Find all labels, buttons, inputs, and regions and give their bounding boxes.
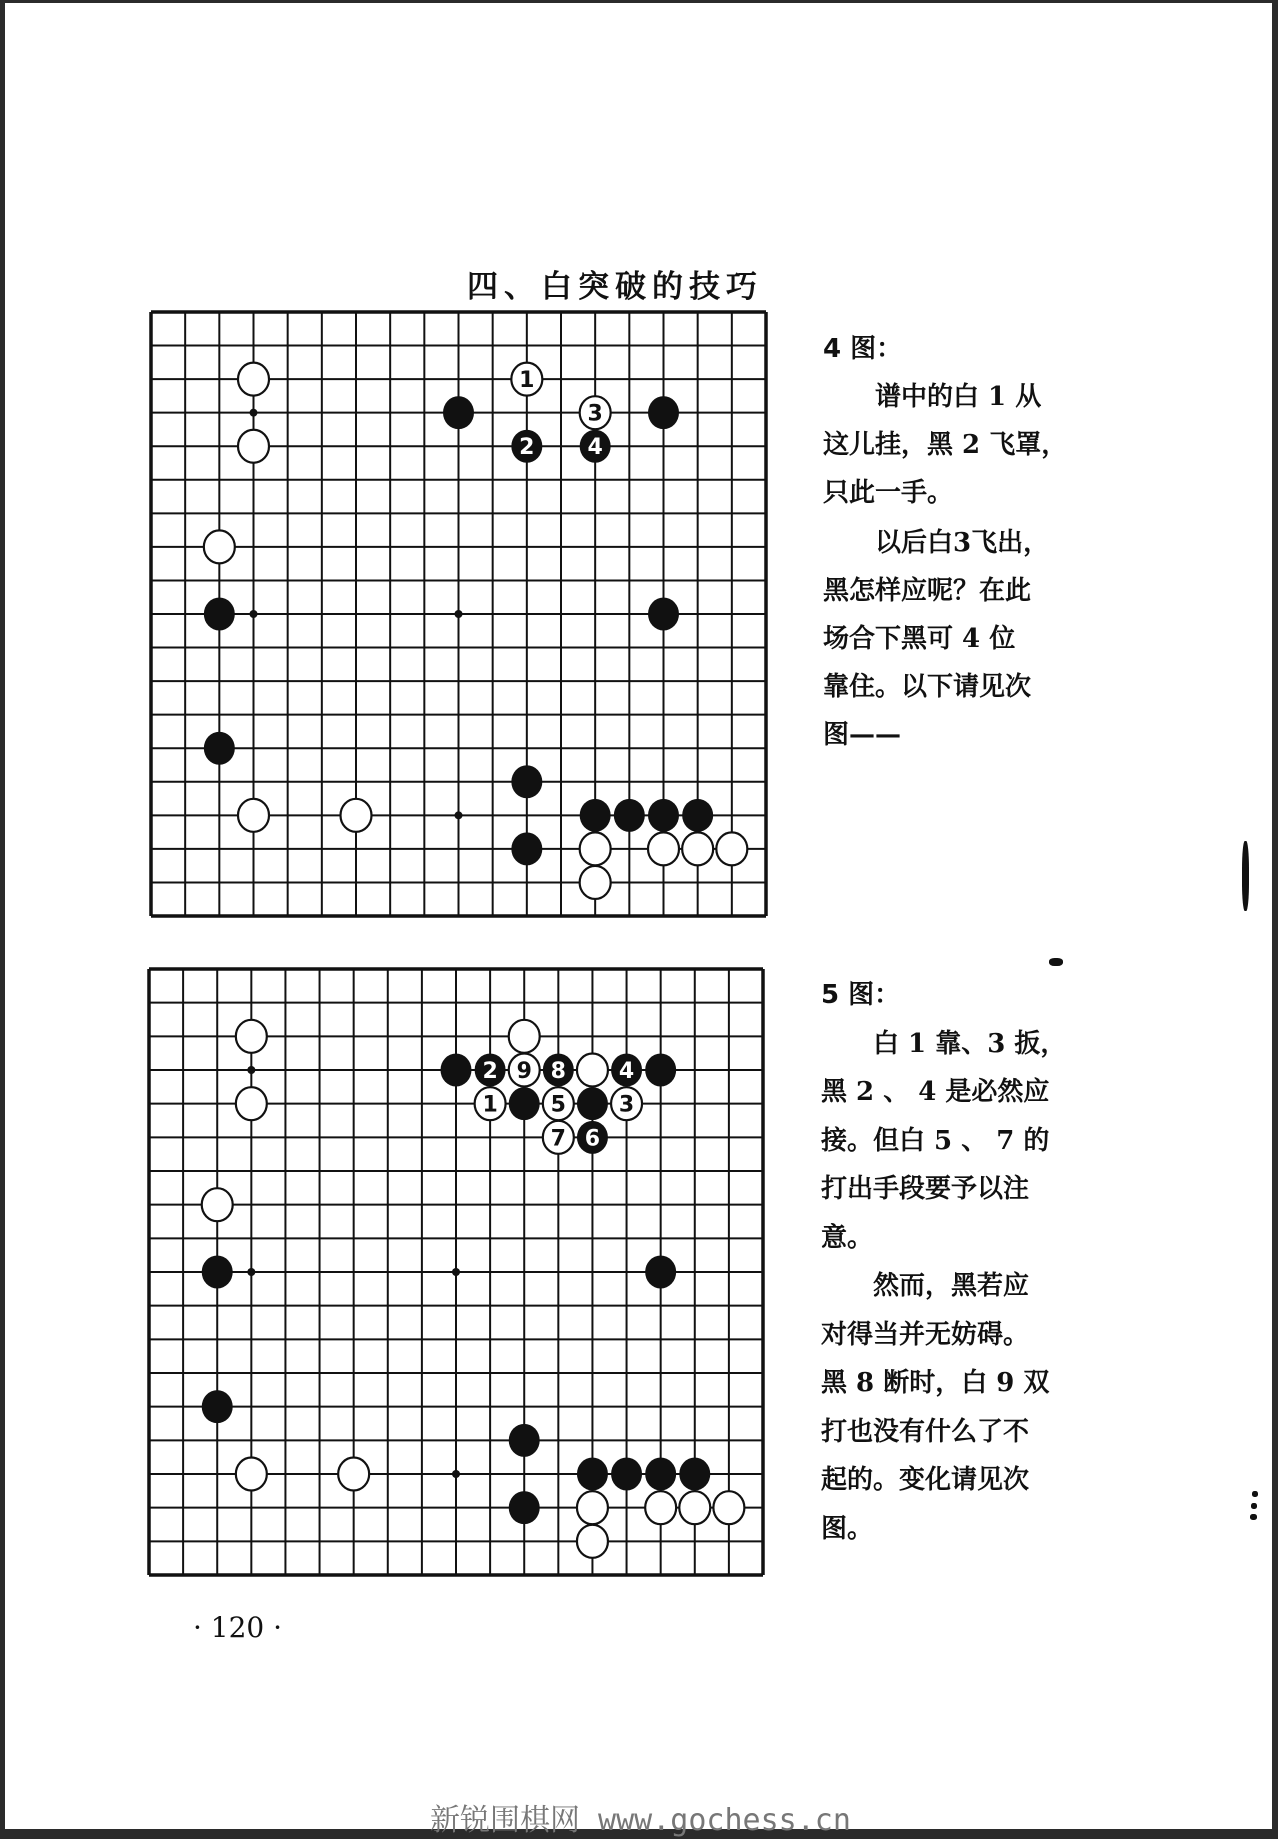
white-stone (716, 832, 747, 865)
black-stone-move-2 (511, 430, 542, 463)
white-stone (577, 1054, 608, 1087)
black-stone-move-4 (580, 430, 611, 463)
star-point (452, 1470, 460, 1478)
diagram-5-commentary (821, 971, 1091, 1553)
white-stone (509, 1020, 540, 1053)
black-stone (648, 598, 679, 631)
black-stone (645, 1256, 676, 1289)
svg-text:3: 3 (587, 401, 603, 427)
black-stone (614, 799, 645, 832)
text-line: 意。 (821, 1222, 874, 1253)
text-line: 图—— (823, 720, 902, 750)
white-stone-move-7 (543, 1121, 574, 1154)
star-point (455, 610, 463, 618)
black-stone (679, 1458, 710, 1491)
svg-text:1: 1 (482, 1092, 498, 1118)
white-stone (713, 1491, 744, 1524)
diagram-4-commentary (823, 325, 1093, 759)
black-stone (202, 1390, 233, 1423)
black-stone (509, 1087, 540, 1120)
svg-text:3: 3 (618, 1092, 635, 1118)
white-stone-move-9 (509, 1054, 540, 1087)
black-stone-move-6 (577, 1121, 608, 1154)
black-stone-move-4 (611, 1054, 642, 1087)
svg-text:8: 8 (550, 1059, 566, 1084)
white-stone (577, 1525, 608, 1558)
diagram-5-paragraph-1 (821, 1020, 1091, 1263)
white-stone-move-1 (511, 363, 542, 396)
black-stone (682, 799, 713, 832)
text-line: 黑 2 、 4 是必然应 (821, 1077, 1050, 1107)
svg-text:1: 1 (519, 368, 535, 394)
go-board-diagram-4 (151, 312, 766, 916)
white-stone (238, 430, 269, 463)
text-line: 这儿挂，黑 2 飞罩， (823, 430, 1068, 460)
star-point (455, 811, 463, 819)
black-stone (648, 799, 679, 832)
black-stone (204, 598, 235, 631)
black-stone (645, 1458, 676, 1491)
black-stone (648, 396, 679, 429)
text-line: 白 1 靠、3 扳， (873, 1028, 1067, 1059)
white-stone-move-3 (580, 396, 611, 429)
black-stone (441, 1054, 472, 1087)
text-line: 接。但白 5 、 7 的 (821, 1125, 1050, 1156)
scan-mark (1242, 841, 1249, 911)
text-line: 黑怎样应呢？在此 (823, 576, 1032, 606)
text-line: 打也没有什么了不 (821, 1416, 1030, 1447)
black-stone (577, 1458, 608, 1491)
black-stone (645, 1054, 676, 1087)
black-stone (511, 765, 542, 798)
white-stone (341, 799, 372, 832)
white-stone-move-5 (543, 1087, 574, 1120)
black-stone (577, 1087, 608, 1120)
scan-mark (1252, 1491, 1258, 1497)
text-line: 黑 8 断时，白 9 双 (821, 1368, 1050, 1398)
text-line: 起的。变化请见次 (821, 1465, 1030, 1495)
black-stone (509, 1424, 540, 1457)
white-stone (236, 1458, 267, 1491)
white-stone-move-3 (611, 1087, 642, 1120)
text-line: 谱中的白 1 从 (875, 382, 1042, 412)
svg-text:4: 4 (587, 435, 603, 461)
svg-text:6: 6 (584, 1126, 601, 1152)
white-stone (238, 799, 269, 832)
svg-text:5: 5 (550, 1092, 566, 1118)
book-page (5, 3, 1272, 1838)
text-line: 以后白3飞出， (875, 528, 1050, 558)
white-stone (202, 1188, 233, 1221)
white-stone (236, 1087, 267, 1120)
website-watermark: 新锐围棋网 www.gochess.cn (430, 1803, 851, 1838)
text-line: 然而，黑若应 (873, 1271, 1030, 1301)
svg-text:4: 4 (618, 1059, 635, 1084)
diagram-5-paragraph-2 (821, 1262, 1091, 1553)
svg-text:7: 7 (550, 1126, 566, 1152)
text-line: 靠住。以下请见次 (823, 672, 1032, 702)
black-stone-move-2 (475, 1054, 506, 1087)
text-line: 只此一手。 (823, 478, 954, 508)
white-stone (577, 1491, 608, 1524)
white-stone (338, 1458, 369, 1491)
diagram-4-paragraph-1 (823, 373, 1093, 517)
black-stone (511, 832, 542, 865)
page-number: · 120 · (193, 1611, 283, 1644)
black-stone (509, 1491, 540, 1524)
white-stone (238, 363, 269, 396)
star-point (452, 1268, 460, 1276)
star-point (247, 1268, 255, 1276)
black-stone (204, 732, 235, 765)
white-stone (580, 866, 611, 899)
black-stone (580, 799, 611, 832)
star-point (250, 610, 258, 618)
scan-mark (1049, 958, 1063, 966)
text-line: 打出手段要予以注 (821, 1174, 1030, 1204)
text-line: 场合下黑可 4 位 (823, 624, 1016, 654)
white-stone (682, 832, 713, 865)
white-stone (236, 1020, 267, 1053)
go-board-diagram-5 (149, 969, 763, 1575)
white-stone (648, 832, 679, 865)
black-stone-move-8 (543, 1054, 574, 1087)
white-stone (204, 530, 235, 563)
section-title: 四、白突破的技巧 (467, 269, 763, 305)
diagram-5-heading: 5 图： (821, 980, 901, 1010)
scan-mark (1251, 1503, 1257, 1509)
svg-text:2: 2 (519, 435, 535, 461)
black-stone (202, 1256, 233, 1289)
text-line: 对得当并无妨碍。 (821, 1319, 1030, 1350)
svg-text:2: 2 (482, 1059, 498, 1084)
white-stone-move-1 (475, 1087, 506, 1120)
diagram-4-paragraph-2 (823, 519, 1093, 759)
scan-mark (1250, 1514, 1257, 1520)
white-stone (645, 1491, 676, 1524)
white-stone (580, 832, 611, 865)
star-point (247, 1066, 255, 1074)
diagram-4-heading: 4 图： (823, 334, 903, 364)
svg-text:9: 9 (516, 1059, 532, 1084)
black-stone (611, 1458, 642, 1491)
text-line: 图。 (821, 1513, 874, 1544)
white-stone (679, 1491, 710, 1524)
star-point (250, 409, 258, 417)
black-stone (443, 396, 474, 429)
